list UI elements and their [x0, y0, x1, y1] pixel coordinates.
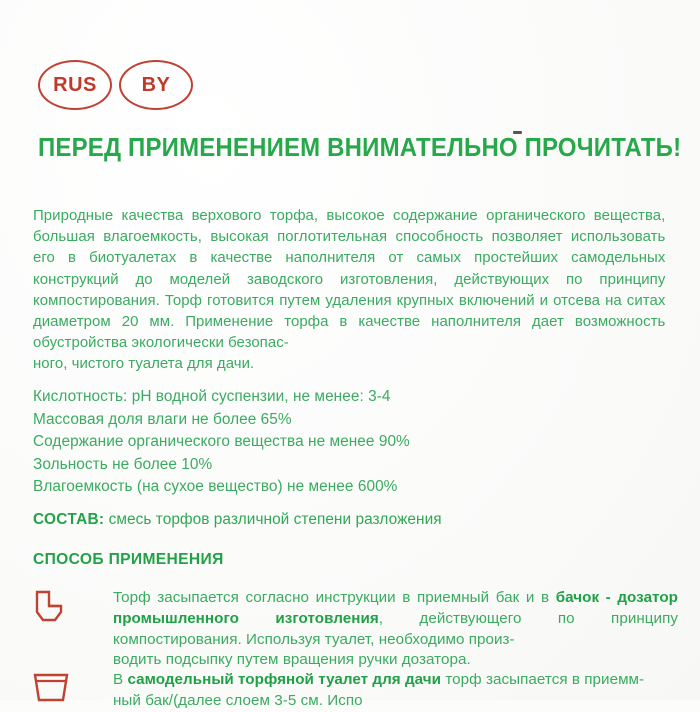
composition-label: СОСТАВ:	[33, 511, 105, 528]
usage-item-1-text	[113, 588, 678, 671]
usage-1-last: водить подсыпку путем вращения ручки дозатора.	[113, 651, 471, 669]
badge-by	[119, 60, 193, 110]
headline: ПЕРЕД ПРИМЕНЕНИЕМ ВНИМАТЕЛЬНО ПРОЧИТАТЬ!	[38, 134, 682, 162]
spec-item: Массовая доля влаги не более 65%	[33, 410, 292, 428]
usage-1-bold: бачок - дозатор промышленного изготовления	[113, 589, 679, 627]
spec-item: Содержание органического вещества не менее 90%	[33, 433, 410, 451]
intro-paragraph	[33, 205, 665, 375]
badge-by-label: BY	[141, 74, 171, 96]
usage-item-2	[33, 670, 678, 712]
spec-item: Зольность не более 10%	[33, 455, 213, 473]
usage-2-lead: В	[113, 671, 128, 688]
usage-2-tail: торф засыпается в приемм-	[441, 671, 645, 688]
usage-item-1	[33, 588, 678, 671]
usage-1-lead: Торф засыпается согласно инструкции в приемный бак и в	[113, 589, 556, 606]
toilet-icon	[33, 588, 113, 671]
country-badges	[38, 60, 193, 110]
composition-value: смесь торфов различной степени разложения	[108, 511, 442, 528]
usage-item-2-text	[113, 670, 678, 712]
intro-last-line: ного, чистого туалета для дачи.	[33, 355, 255, 373]
usage-title: СПОСОБ ПРИМЕНЕНИЯ	[33, 551, 224, 568]
bucket-icon	[33, 670, 113, 712]
composition-line	[33, 511, 442, 529]
spec-item: Кислотность: pH водной суспензии, не менее: 3-4	[33, 388, 391, 405]
badge-rus	[38, 60, 112, 110]
spec-item: Влагоемкость (на сухое вещество) не менее 600%	[33, 478, 398, 496]
spec-list	[33, 386, 553, 499]
badge-rus-label: RUS	[53, 74, 97, 96]
intro-body: Природные качества верхового торфа, высокое содержание органического вещества, большая влагоемкость, высокая поглотительная способность позволяет использовать его в биотуалетах в качестве наполнителя от самых простейших самодельных конструкций до моделей заводского изготовления, действующих по принципу компостирования. Торф готовится путем удаления крупных включений и отсева на ситах диаметром 20 мм. Применение торфа в качестве наполнителя дает возможность обустройства экологически безопас-	[33, 207, 666, 352]
usage-1-tail: , действующего по принципу компостирования. Используя туалет, необходимо произ-	[113, 609, 678, 648]
usage-2-bold: самодельный торфяной туалет для дачи	[127, 671, 442, 688]
usage-2-last: ный бак/(далее слоем 3-5 см. Испо	[113, 691, 363, 709]
